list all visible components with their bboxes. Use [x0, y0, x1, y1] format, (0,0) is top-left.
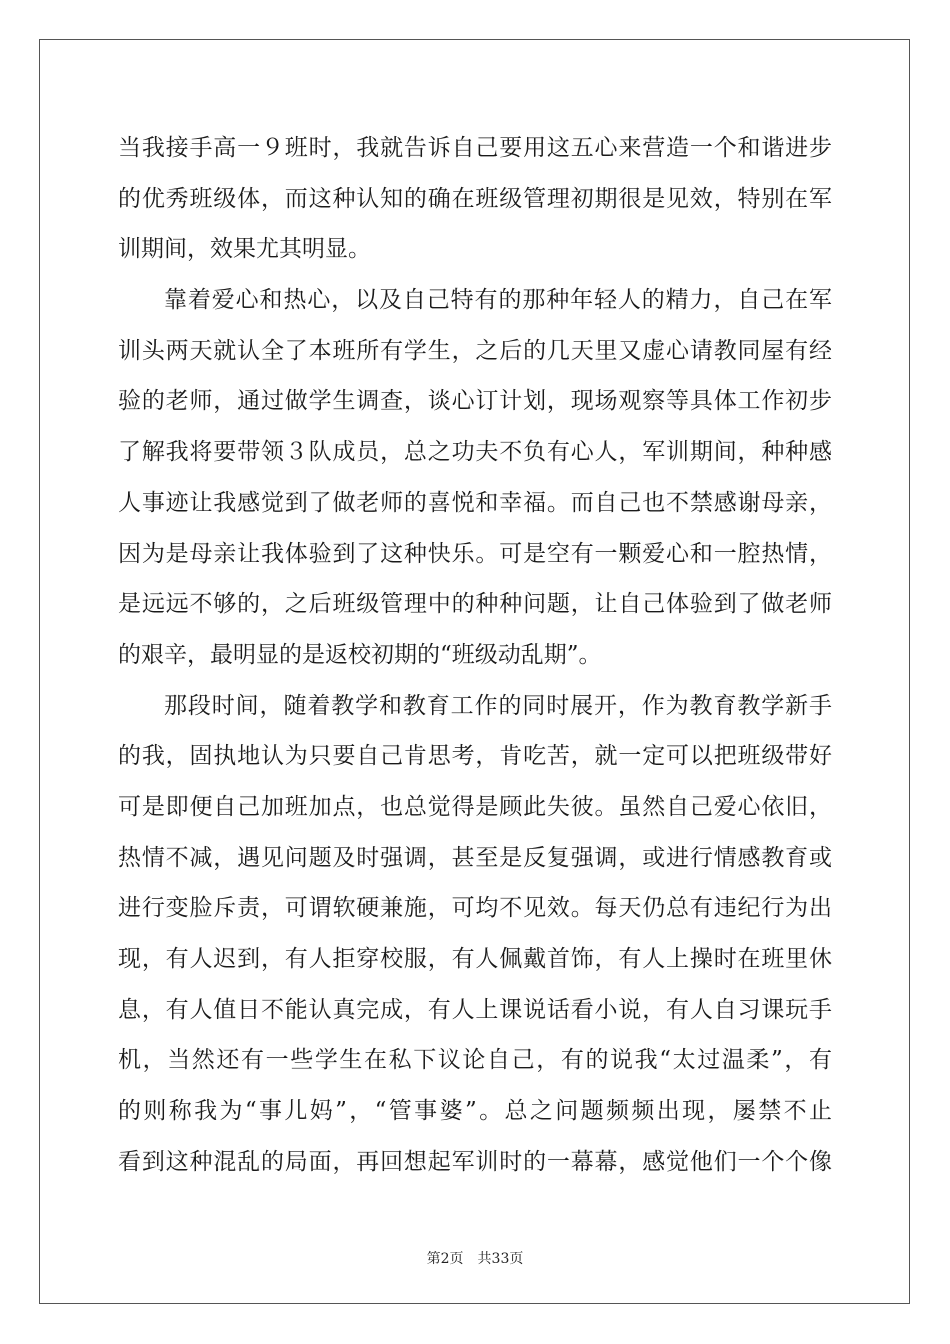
text-line: 机，当然还有一些学生在私下议论自己，有的说我“太过温柔”，有: [118, 1047, 832, 1074]
text-line: 是远远不够的，之后班级管理中的种种问题，让自己体验到了做老师: [118, 591, 832, 618]
text-line: 的则称我为“事儿妈”，“管事婆”。总之问题频频出现，屡禁不止: [118, 1098, 832, 1125]
page-number-footer: 第2页 共33页: [426, 1251, 524, 1267]
text-line: 热情不减，遇见问题及时强调，甚至是反复强调，或进行情感教育或: [118, 844, 832, 871]
text-line: 训期间，效果尤其明显。: [118, 236, 371, 263]
text-line: 因为是母亲让我体验到了这种快乐。可是空有一颗爱心和一腔热情，: [118, 540, 832, 567]
text-line: 训头两天就认全了本班所有学生，之后的几天里又虚心请教同屋有经: [118, 337, 832, 364]
text-line: 当我接手高一９班时，我就告诉自己要用这五心来营造一个和谐进步: [118, 135, 832, 161]
document-body: [118, 123, 832, 1187]
text-line: 可是即便自己加班加点，也总觉得是顾此失彼。虽然自己爱心依旧，: [118, 793, 832, 820]
text-line: 息，有人值日不能认真完成，有人上课说话看小说，有人自习课玩手: [118, 996, 832, 1023]
text-line: 的我，固执地认为只要自己肯思考，肯吃苦，就一定可以把班级带好: [118, 743, 832, 770]
text-line: 人事迹让我感觉到了做老师的喜悦和幸福。而自己也不禁感谢母亲，: [118, 489, 832, 516]
text-line: 那段时间，随着教学和教育工作的同时展开，作为教育教学新手: [164, 692, 832, 719]
text-line: 靠着爱心和热心，以及自己特有的那种年轻人的精力，自己在军: [164, 287, 832, 314]
text-line: 进行变脸斥责，可谓软硬兼施，可均不见效。每天仍总有违纪行为出: [118, 895, 832, 922]
text-line: 了解我将要带领３队成员，总之功夫不负有心人，军训期间，种种感: [118, 439, 832, 466]
text-line: 看到这种混乱的局面，再回想起军训时的一幕幕，感觉他们一个个像: [118, 1148, 832, 1175]
text-line: 的艰辛，最明显的是返校初期的“班级动乱期”。: [118, 641, 602, 668]
text-line: 现，有人迟到，有人拒穿校服，有人佩戴首饰，有人上操时在班里休: [118, 946, 832, 972]
text-line: 的优秀班级体，而这种认知的确在班级管理初期很是见效，特别在军: [118, 185, 832, 212]
text-line: 验的老师，通过做学生调查，谈心订计划，现场观察等具体工作初步: [118, 388, 832, 415]
